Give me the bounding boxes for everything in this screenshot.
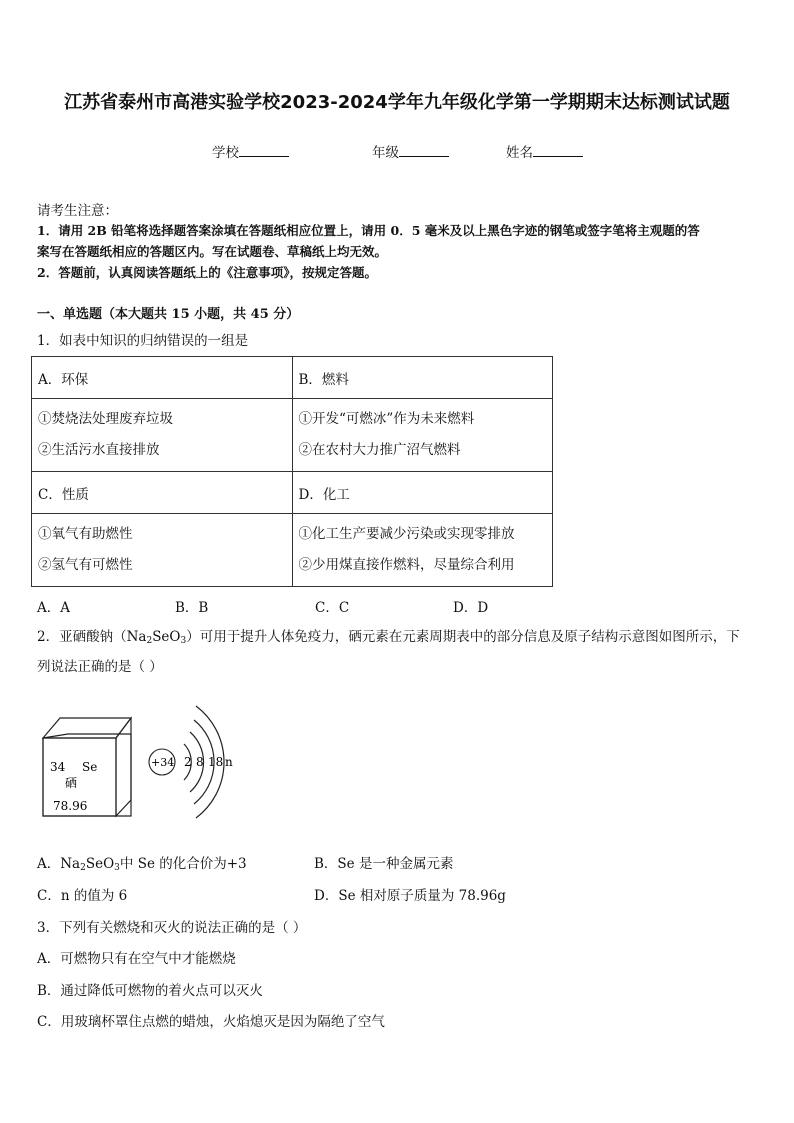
q2-opt-a-sub-2: 3 [114,863,120,873]
cell-d-body [292,514,553,587]
q2-opt-a-sub-1: 2 [80,863,86,873]
notice-heading: 请考生注意： [37,203,118,219]
q2-sub-2: 3 [180,636,187,646]
q2-opt-a-post: 中 Se 的化合价为+3 [119,856,247,872]
shell-3-count: 18 [208,755,224,769]
q1-option-d[interactable]: D．D [453,600,489,616]
q1-option-b[interactable]: B．B [175,600,209,616]
name-blank [533,144,583,157]
element-name: 硒 [65,776,78,790]
cell-c-body [32,514,293,587]
cell-a-line-2: ②生活污水直接排放 [38,442,160,458]
cell-d-header: D．化工 [292,472,553,514]
q2-sub-1: 2 [146,636,153,646]
q2-stem-post: ）可用于提升人体免疫力，硒元素在元素周期表中的部分信息及原子结构示意图如图所示，下 [186,629,740,645]
grade-label: 年级 [372,145,399,161]
school-blank [239,144,289,157]
page-title: 江苏省泰州市高港实验学校2023-2024学年九年级化学第一学期期末达标测试试题 [64,92,730,113]
name-label: 姓名 [506,145,533,161]
cell-a-header: A．环保 [32,357,293,399]
element-box-side [116,718,131,816]
q2-option-d[interactable]: D．Se 相对原子质量为 78.96g [314,888,506,904]
q3-option-c[interactable]: C．用玻璃杯罩住点燃的蜡烛，火焰熄灭是因为隔绝了空气 [37,1014,385,1030]
q2-option-c[interactable]: C．n 的值为 6 [37,888,128,904]
q1-table [31,356,553,587]
q3-option-a[interactable]: A．可燃物只有在空气中才能燃烧 [37,951,236,967]
q3-stem: 3．下列有关燃烧和灭火的说法正确的是（ ） [37,920,307,936]
notice-line-3: 2．答题前，认真阅读答题纸上的《注意事项》，按规定答题。 [37,265,377,280]
q1-stem: 1．如表中知识的归纳错误的一组是 [37,333,249,349]
q2-option-b[interactable]: B．Se 是一种金属元素 [314,856,454,872]
school-label: 学校 [212,145,239,161]
school-field [212,141,289,161]
q2-stem-mid: SeO [152,629,181,645]
cell-b-line-1: ①开发“可燃冰”作为未来燃料 [298,411,475,427]
notice-line-1: 1．请用 2B 铅笔将选择题答案涂填在答题纸相应位置上，请用 0．5 毫米及以上黑色字迹的钢笔或签字笔将主观题的答 [37,223,700,238]
cell-c-header: C．性质 [32,472,293,514]
section-heading: 一、单选题（本大题共 15 小题，共 45 分） [37,307,300,322]
name-field [506,141,583,161]
atomic-number: 34 [50,760,66,774]
grade-blank [399,144,449,157]
cell-d-line-1: ①化工生产要减少污染或实现零排放 [298,526,515,542]
cell-c-line-1: ①氧气有助燃性 [38,526,133,542]
cell-b-header: B．燃料 [292,357,553,399]
q2-option-a[interactable] [37,854,247,878]
cell-a-line-1: ①焚烧法处理废弃垃圾 [38,411,173,427]
q1-option-c[interactable]: C．C [315,600,350,616]
shell-4-count: n [225,755,233,769]
selenium-figure [38,698,238,828]
shell-1-count: 2 [184,755,192,769]
cell-b-body [292,399,553,472]
nucleus-charge: +34 [151,756,175,769]
cell-c-line-2: ②氢气有可燃性 [38,557,133,573]
cell-a-body [32,399,293,472]
notice-line-2: 案写在答题纸相应的答题区内。写在试题卷、草稿纸上均无效。 [37,244,388,259]
element-symbol: Se [82,760,98,774]
grade-field [372,141,449,161]
cell-d-line-2: ②少用煤直接作燃料，尽量综合利用 [298,557,515,573]
q3-option-b[interactable]: B．通过降低可燃物的着火点可以灭火 [37,983,263,999]
q2-opt-a-mid: SeO [85,856,115,872]
q2-stem-line-1 [37,627,740,651]
q2-opt-a-pre: A．Na [37,856,81,872]
cell-b-line-2: ②在农村大力推广沼气燃料 [298,442,461,458]
q1-option-a[interactable]: A．A [37,600,70,616]
q2-stem-line-2: 列说法正确的是（ ） [37,659,163,675]
shell-2-count: 8 [196,755,204,769]
atomic-mass: 78.96 [53,799,88,813]
q2-stem-pre: 2．亚硒酸钠（Na [37,629,147,645]
